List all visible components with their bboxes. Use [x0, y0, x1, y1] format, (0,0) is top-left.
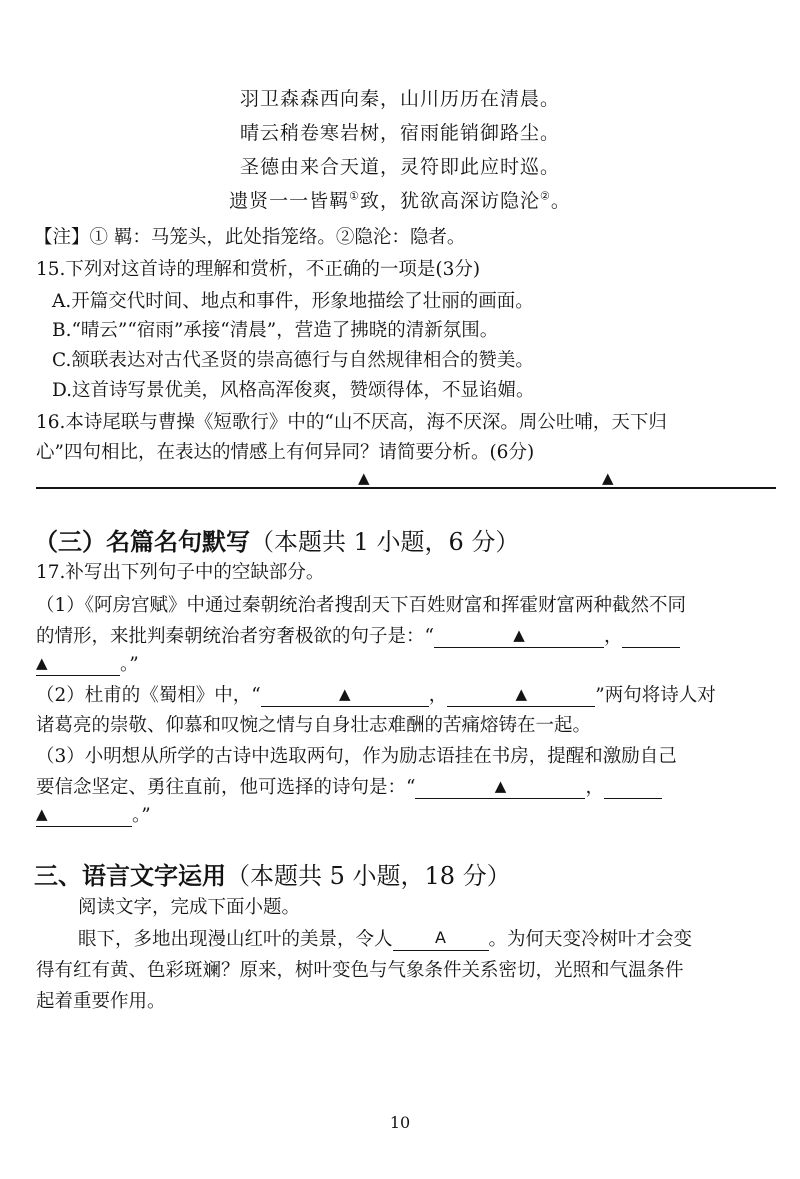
reading-instruction: 阅读文字，完成下面小题。 [78, 897, 301, 918]
poem-line-4-part-b: 致，犹欲高深访隐沦 [359, 190, 540, 212]
q17-1-line-2: 的情形，来批判秦朝统治者穷奢极欲的句子是：“ ▲ ， [36, 622, 680, 648]
q17-2-line-1: （2）杜甫的《蜀相》中，“ ▲ ， ▲ ”两句将诗人对 [36, 685, 716, 706]
section-3-title: （三）名篇名句默写 [34, 527, 250, 556]
q17-1-line-1: （1）《阿房宫赋》中通过秦朝统治者搜刮天下百姓财富和挥霍财富两种截然不同 [36, 595, 687, 616]
section-3-meta: （本题共 1 小题，6 分） [250, 528, 520, 556]
poem-line-4 [0, 186, 800, 213]
poem-line-2: 晴云稍卷寒岩树，宿雨能销御路尘。 [239, 122, 560, 144]
part-3-heading [34, 856, 511, 891]
q15-option-b: B.“晴云”“宿雨”承接“清晨”，营造了拂晓的清新氛围。 [52, 320, 499, 341]
q15-stem: 15.下列对这首诗的理解和赏析，不正确的一项是(3分) [36, 259, 481, 280]
blank-17-1-b-end[interactable]: ▲ [36, 653, 120, 676]
q16-line-1: 16.本诗尾联与曹操《短歌行》中的“山不厌高，海不厌深。周公吐哺，天下归 [36, 412, 667, 433]
q17-3-line-2: 要信念坚定、勇往直前，他可选择的诗句是：“ ▲ ， [36, 773, 662, 799]
footnote-marker-2: ② [540, 189, 551, 203]
q15-option-d: D.这首诗写景优美，风格高浑俊爽，赞颂得体，不显谄媚。 [52, 380, 535, 401]
answer-marker-1: ▲ [358, 469, 370, 487]
part-3-meta: （本题共 5 小题，18 分） [226, 862, 511, 890]
answer-rule [36, 487, 776, 489]
blank-17-3-a[interactable]: ▲ [415, 776, 585, 799]
poem-note: 【注】① 羁：马笼头，此处指笼络。②隐沦：隐者。 [34, 227, 466, 248]
blank-17-3-b-start[interactable] [604, 776, 662, 799]
q15-option-c: C.颔联表达对古代圣贤的崇高德行与自然规律相合的赞美。 [52, 350, 534, 371]
blank-17-1-b-start[interactable] [622, 625, 680, 648]
q17-stem: 17.补写出下列句子中的空缺部分。 [36, 562, 325, 583]
poem-line-4-part-c: 。 [550, 190, 571, 212]
part-3-title: 三、语言文字运用 [34, 861, 226, 890]
poem-line-4-part-a: 遗贤一一皆羁 [229, 190, 350, 212]
page-number: 10 [389, 1113, 411, 1132]
blank-17-2-b[interactable]: ▲ [447, 684, 595, 707]
q17-1-line-3: ▲ 。” [36, 654, 139, 675]
poem-line-1: 羽卫森森西向秦，山川历历在清晨。 [239, 88, 560, 110]
q17-3-line-1: （3）小明想从所学的古诗中选取两句，作为励志语挂在书房，提醒和激励自己 [36, 746, 677, 767]
q17-2-line-2: 诸葛亮的崇敬、仰慕和叹惋之情与自身壮志难酬的苦痛熔铸在一起。 [36, 715, 592, 736]
reading-line-1: 眼下，多地出现漫山红叶的美景，令人 A 。为何天变冷树叶才会变 [78, 928, 693, 950]
q17-3-line-3: ▲ 。” [36, 805, 151, 826]
reading-line-2: 得有红有黄、色彩斑斓？原来，树叶变色与气象条件关系密切，光照和气温条件 [36, 960, 684, 981]
q15-option-a: A.开篇交代时间、地点和事件，形象地描绘了壮丽的画面。 [52, 291, 534, 312]
footnote-marker-1: ① [349, 189, 360, 203]
q16-line-2: 心”四句相比，在表达的情感上有何异同？请简要分析。(6分) [36, 442, 535, 463]
reading-line-3: 起着重要作用。 [36, 991, 166, 1012]
answer-marker-2: ▲ [602, 469, 614, 487]
blank-17-3-b-end[interactable]: ▲ [36, 804, 132, 827]
blank-17-1-a[interactable]: ▲ [434, 625, 604, 648]
poem-line-3: 圣德由来合天道，灵符即此应时巡。 [239, 156, 560, 178]
blank-a[interactable]: A [393, 928, 489, 951]
section-3-heading [34, 522, 519, 557]
blank-17-2-a[interactable]: ▲ [261, 684, 429, 707]
